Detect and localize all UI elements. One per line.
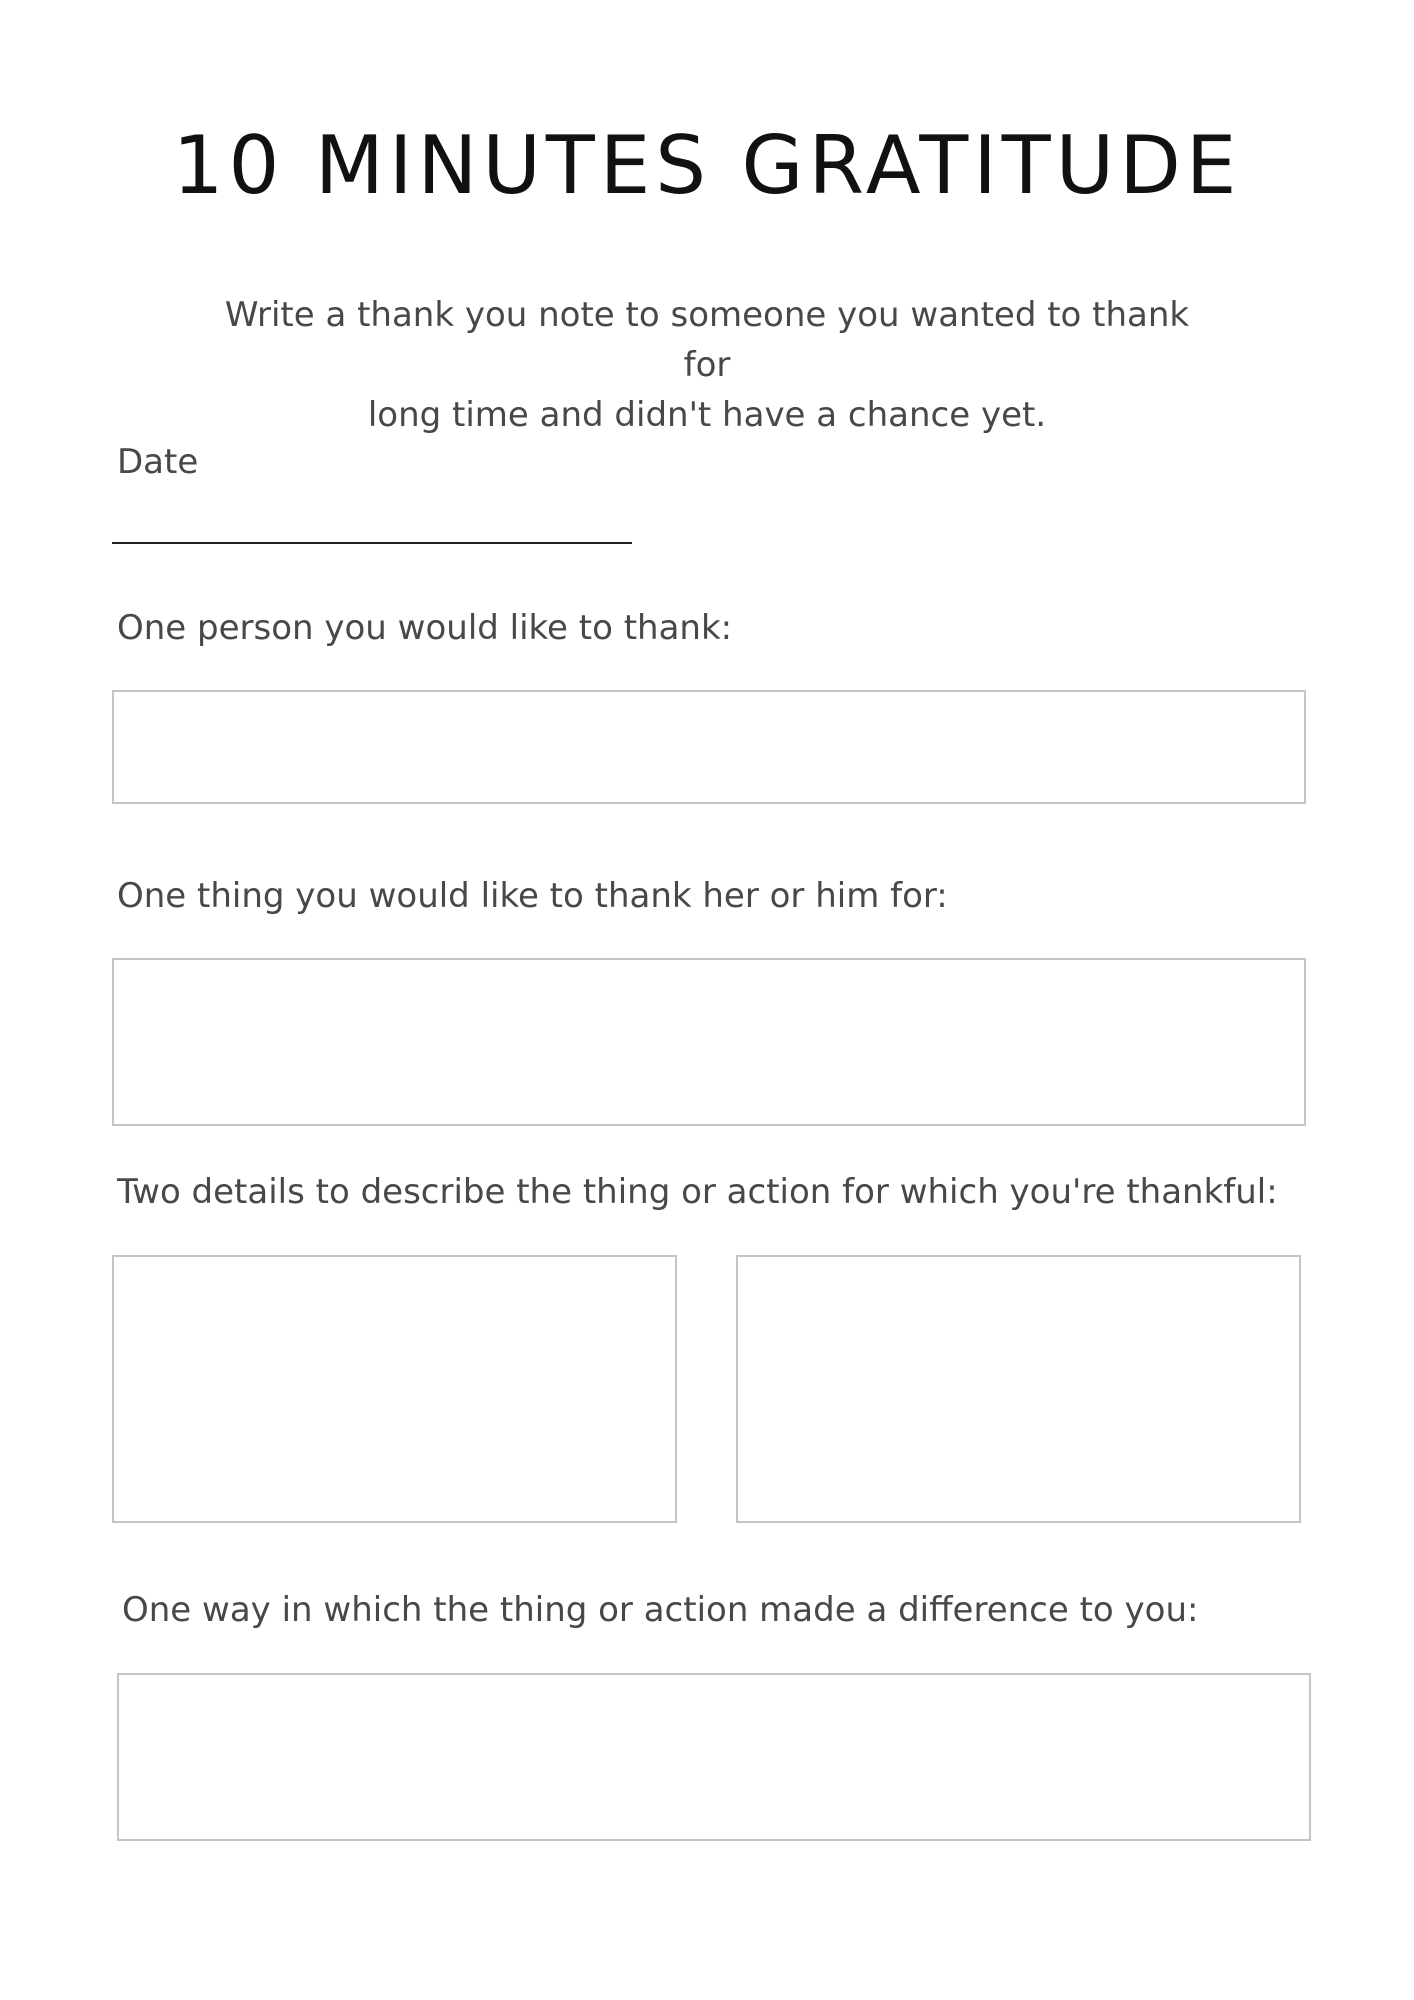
person-box[interactable] [112,690,1306,804]
difference-label: One way in which the thing or action made a difference to you: [122,1590,1199,1630]
intro-line-1: Write a thank you note to someone you wanted to thank for [224,295,1190,385]
intro-text [200,290,1214,440]
date-label: Date [117,442,199,482]
detail-box-2[interactable] [736,1255,1301,1523]
date-line-field[interactable] [112,542,632,544]
worksheet-title: 10 MINUTES GRATITUDE [172,119,1242,212]
details-label: Two details to describe the thing or action for which you're thankful: [117,1172,1278,1212]
intro-line-2: long time and didn't have a chance yet. [367,395,1047,435]
thing-label: One thing you would like to thank her or him for: [117,876,948,916]
detail-box-1[interactable] [112,1255,677,1523]
person-label: One person you would like to thank: [117,608,733,648]
difference-box[interactable] [117,1673,1311,1841]
thing-box[interactable] [112,958,1306,1126]
